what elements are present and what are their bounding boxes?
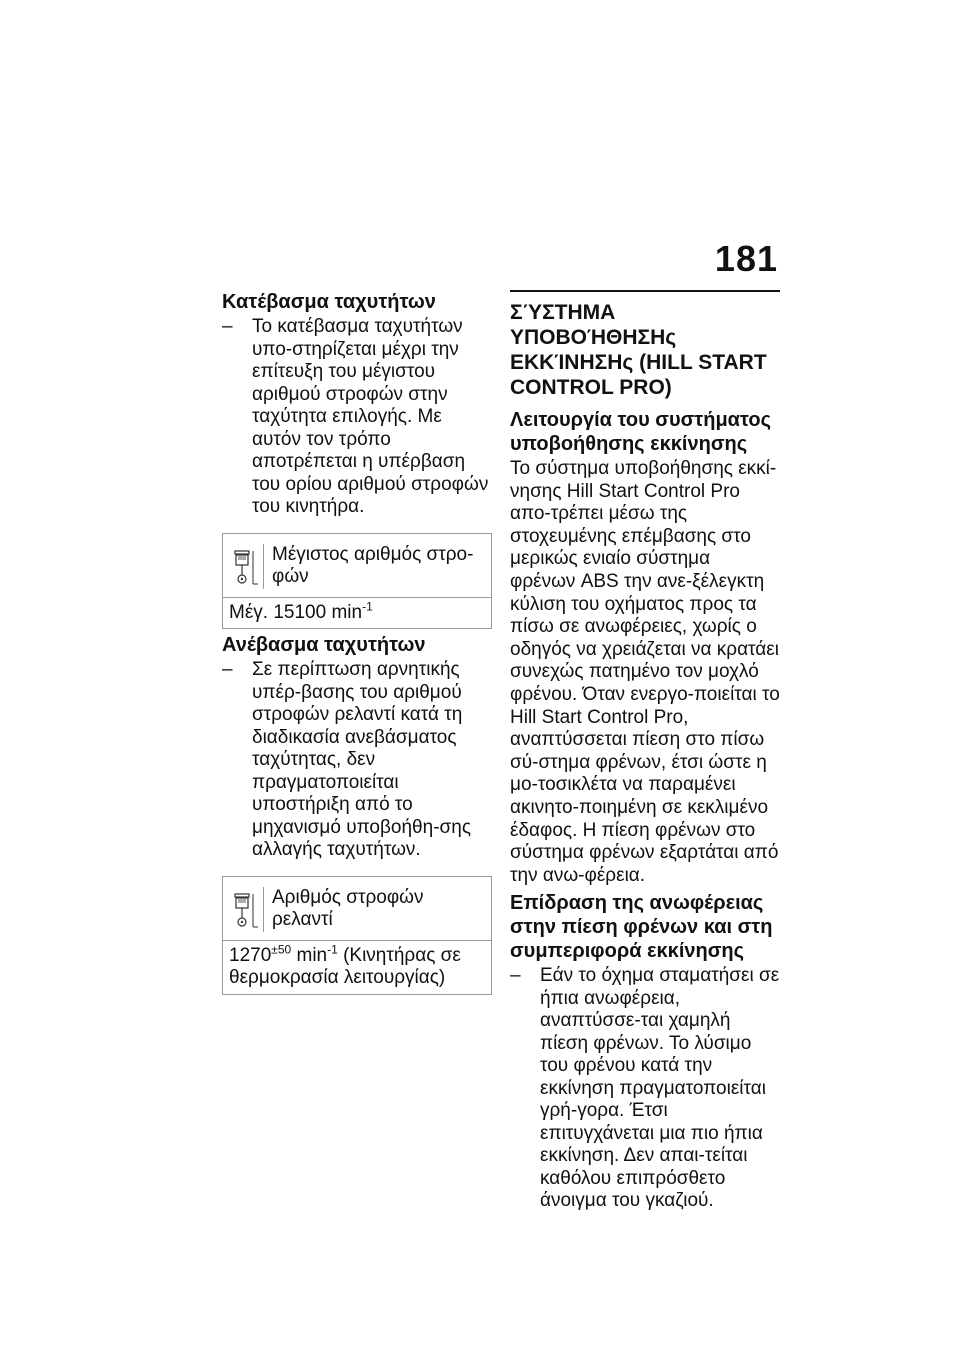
idle-rpm-spec-header bbox=[223, 877, 491, 941]
right-column bbox=[510, 290, 780, 1223]
downshift-bullet bbox=[222, 316, 492, 519]
max-rpm-spec-table bbox=[222, 533, 492, 630]
incline-bullet bbox=[510, 965, 780, 1213]
section-heading-downshift: Κατέβασμα ταχυτήτων bbox=[222, 291, 436, 313]
idle-rpm-tolerance: ±50 bbox=[271, 942, 292, 957]
chapter-title: ΣΎΣΤΗΜΑ ΥΠΟΒΟΉΘΗΣΗς ΕΚΚΊΝΗΣΗς (HILL START CONTROL PRO) bbox=[510, 290, 780, 400]
left-column bbox=[222, 290, 492, 999]
bullet-dash: – bbox=[222, 659, 233, 680]
max-rpm-value-exponent: -1 bbox=[362, 599, 373, 614]
max-rpm-spec-header bbox=[223, 534, 491, 598]
upshift-bullet bbox=[222, 659, 492, 862]
upshift-bullet-text: Σε περίπτωση αρνητικής υπέρ-βασης του αριθμού στροφών ρελαντί κατά τη διαδικασία ανεβάσματος ταχύτητας, δεν πραγματοποιείται υποστήριξη από το μηχανισμό υποβοήθη-σης αλλαγής ταχυτήτων. bbox=[252, 659, 471, 860]
section-heading-upshift: Ανέβασμα ταχυτήτων bbox=[222, 634, 426, 656]
idle-rpm-unit: min bbox=[291, 944, 328, 966]
idle-rpm-base: 1270 bbox=[229, 944, 272, 966]
function-paragraph: Το σύστημα υποβοήθησης εκκί-νησης Hill Start Control Pro απο-τρέπει μέσω της στοχευμένης επέμβασης στο μερικώς ενιαίο σύστημα φρένων ABS την ανε-ξέλεγκτη κύλιση του οχήματος προς τα πίσω σε ανωφέρειες, χωρίς ο οδηγός να χρειάζεται να κρατάει συνεχώς πατημένο τον μοχλό φρένου. Όταν ενεργο-ποιείται το Hill Start Control Pro, αναπτύσσεται πίεση στο πίσω σύ-στημα φρένων, έτσι ώστε η μο-τοσικλέτα να παραμένει ακινητο-ποιημένη σε κεκλιμένο έδαφος. Η πίεση φρένων στο σύστημα φρένων εξαρτάται από την ανω-φέρεια. bbox=[510, 458, 780, 886]
idle-rpm-label: Αριθμός στροφών ρελαντί bbox=[263, 887, 485, 932]
idle-rpm-condition: (Κινητήρας σε θερμοκρασία λειτουργίας) bbox=[229, 944, 461, 988]
downshift-bullet-text: Το κατέβασμα ταχυτήτων υπο-στηρίζεται μέχρι την επίτευξη του μέγιστου αριθμού στροφών στην ταχύτητα επιλογής. Με αυτόν τον τρόπο αποτρέπεται η υπέρβαση του ορίου αριθμού στροφών του κινητήρα. bbox=[252, 316, 489, 517]
section-heading-incline-effect: Επίδραση της ανωφέρειας στην πίεση φρένων και στη συμπεριφορά εκκίνησης bbox=[510, 892, 773, 963]
bullet-dash: – bbox=[222, 316, 233, 337]
engine-icon bbox=[231, 891, 261, 931]
idle-rpm-unit-exponent: -1 bbox=[327, 942, 338, 957]
max-rpm-value bbox=[223, 598, 491, 629]
section-heading-function: Λειτουργία του συστήματος υποβοήθησης εκκίνησης bbox=[510, 409, 771, 455]
max-rpm-label: Μέγιστος αριθμός στρο-φών bbox=[263, 544, 485, 589]
page-number: 181 bbox=[714, 238, 778, 279]
bullet-dash: – bbox=[510, 965, 521, 987]
idle-rpm-value bbox=[223, 941, 491, 994]
engine-icon bbox=[231, 548, 261, 588]
incline-bullet-text: Εάν το όχημα σταματήσει σε ήπια ανωφέρεια, αναπτύσσε-ται χαμηλή πίεση φρένων. Το λύσιμο του φρένου κατά την εκκίνηση πραγματοποιείται γρή-γορα. Έτσι επιτυγχάνεται μια πιο ήπια εκκίνηση. Δεν απαι-τείται καθόλου επιπρόσθετο άνοιγμα του γκαζιού. bbox=[540, 965, 780, 1212]
idle-rpm-spec-table bbox=[222, 876, 492, 995]
max-rpm-value-text: Μέγ. 15100 min bbox=[229, 601, 363, 623]
